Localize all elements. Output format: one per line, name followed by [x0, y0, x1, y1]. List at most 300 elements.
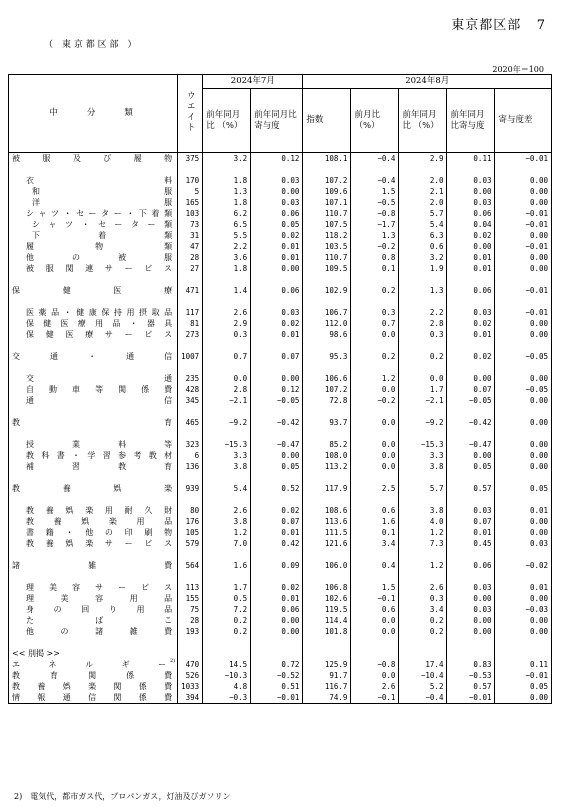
- cell-b: 0.01: [251, 527, 303, 538]
- cell-c: 107.1: [303, 197, 351, 208]
- cell-d: [351, 549, 399, 560]
- cell-w: 117: [178, 307, 203, 318]
- spacer-row: [9, 406, 552, 417]
- row-label: [9, 626, 178, 637]
- cell-c: [303, 406, 351, 417]
- cell-d: −0.2: [351, 395, 399, 406]
- cell-g: −0.03: [495, 604, 552, 615]
- cell-c: [303, 362, 351, 373]
- cell-f: 0.02: [447, 318, 495, 329]
- cell-w: 27: [178, 263, 203, 274]
- cell-a: [203, 494, 251, 505]
- cell-f: 0.03: [447, 197, 495, 208]
- cell-g: 0.00: [495, 692, 552, 704]
- cell-a: 0.0: [203, 373, 251, 384]
- cell-g: −0.01: [495, 307, 552, 318]
- cell-c: 108.0: [303, 450, 351, 461]
- row-label-text: 被服及び履物: [12, 153, 173, 163]
- cell-f: 0.00: [447, 593, 495, 604]
- cell-b: 0.02: [251, 230, 303, 241]
- cell-f: [447, 637, 495, 648]
- cell-b: 0.06: [251, 208, 303, 219]
- cell-a: 1.8: [203, 263, 251, 274]
- cell-a: 2.8: [203, 384, 251, 395]
- cell-b: [251, 274, 303, 285]
- table-row: [9, 615, 552, 626]
- table-row: [9, 681, 552, 692]
- cell-d: 3.4: [351, 538, 399, 549]
- table-row: [9, 329, 552, 340]
- row-label-text: 衣料: [26, 175, 173, 185]
- cell-b: 0.12: [251, 384, 303, 395]
- cell-b: −0.47: [251, 439, 303, 450]
- price-index-table: [8, 74, 552, 704]
- cell-d: 2.5: [351, 483, 399, 494]
- row-label-text: 保健医療用品・器具: [26, 318, 173, 328]
- row-label: [9, 439, 178, 450]
- cell-c: 102.9: [303, 285, 351, 296]
- cell-d: −0.1: [351, 692, 399, 704]
- cell-f: 0.06: [447, 208, 495, 219]
- cell-g: −0.01: [495, 241, 552, 252]
- cell-g: [495, 274, 552, 285]
- cell-w: 939: [178, 483, 203, 494]
- cell-e: 1.3: [399, 285, 447, 296]
- cell-w: [178, 472, 203, 483]
- cell-d: 0.0: [351, 461, 399, 472]
- cell-c: 106.8: [303, 582, 351, 593]
- cell-g: 0.01: [495, 505, 552, 516]
- col-mom-pct: 前月比 （%）: [351, 89, 399, 153]
- cell-d: −0.4: [351, 153, 399, 165]
- row-label: [9, 373, 178, 384]
- cell-a: 2.6: [203, 307, 251, 318]
- cell-a: 14.5: [203, 659, 251, 670]
- row-label-text: シャツ・セーター・下着類: [26, 208, 173, 218]
- page-number: 7: [536, 18, 546, 33]
- cell-a: −9.2: [203, 417, 251, 428]
- cell-f: 0.83: [447, 659, 495, 670]
- cell-d: [351, 274, 399, 285]
- table-row: [9, 692, 552, 704]
- cell-b: 0.01: [251, 241, 303, 252]
- cell-a: 3.8: [203, 461, 251, 472]
- row-label-text: 教養娯楽用耐久財: [26, 505, 173, 515]
- row-label-text: 下着類: [32, 230, 173, 240]
- cell-f: 0.01: [447, 263, 495, 274]
- cell-b: 0.72: [251, 659, 303, 670]
- cell-a: 1.8: [203, 175, 251, 186]
- cell-g: [495, 571, 552, 582]
- cell-f: 0.03: [447, 175, 495, 186]
- row-label-text: 医薬品・健康保持用摂取品: [26, 307, 173, 317]
- cell-w: 31: [178, 230, 203, 241]
- cell-c: 112.0: [303, 318, 351, 329]
- cell-d: 0.2: [351, 285, 399, 296]
- cell-e: 1.2: [399, 560, 447, 571]
- cell-a: 4.8: [203, 681, 251, 692]
- cell-w: 470: [178, 659, 203, 670]
- cell-a: 1.2: [203, 527, 251, 538]
- cell-e: 0.2: [399, 626, 447, 637]
- base-year: 2020年＝100: [492, 65, 544, 74]
- cell-g: 0.00: [495, 197, 552, 208]
- cell-e: [399, 406, 447, 417]
- cell-w: [178, 571, 203, 582]
- row-label: [9, 417, 178, 428]
- cell-e: 3.8: [399, 461, 447, 472]
- cell-d: 0.0: [351, 439, 399, 450]
- cell-f: [447, 274, 495, 285]
- row-label: [9, 450, 178, 461]
- cell-w: [178, 406, 203, 417]
- cell-w: 564: [178, 560, 203, 571]
- row-label: [9, 351, 178, 362]
- cell-w: 105: [178, 527, 203, 538]
- row-label: [9, 604, 178, 615]
- cell-w: 6: [178, 450, 203, 461]
- cell-d: −0.1: [351, 593, 399, 604]
- cell-w: 113: [178, 582, 203, 593]
- cell-a: 3.8: [203, 516, 251, 527]
- cell-g: [495, 428, 552, 439]
- cell-c: 109.6: [303, 186, 351, 197]
- cell-b: 0.05: [251, 461, 303, 472]
- cell-e: 2.1: [399, 186, 447, 197]
- cell-f: −0.01: [447, 692, 495, 704]
- cell-d: 0.0: [351, 384, 399, 395]
- cell-g: −0.05: [495, 351, 552, 362]
- cell-c: [303, 428, 351, 439]
- region-label: （ 東 京 都 区 部 ）: [44, 40, 137, 50]
- cell-f: 0.03: [447, 307, 495, 318]
- spacer-row: [9, 340, 552, 351]
- cell-f: 0.03: [447, 604, 495, 615]
- cell-w: 80: [178, 505, 203, 516]
- spacer-row: [9, 362, 552, 373]
- cell-w: 81: [178, 318, 203, 329]
- table-row: [9, 241, 552, 252]
- row-label: [9, 527, 178, 538]
- cell-f: 0.00: [447, 615, 495, 626]
- row-label: [9, 615, 178, 626]
- cell-a: 6.5: [203, 219, 251, 230]
- cell-g: 0.00: [495, 230, 552, 241]
- row-label: [9, 384, 178, 395]
- cell-f: 0.00: [447, 626, 495, 637]
- cell-f: 0.00: [447, 241, 495, 252]
- cell-w: [178, 340, 203, 351]
- cell-w: 235: [178, 373, 203, 384]
- cell-b: [251, 296, 303, 307]
- table-row: [9, 186, 552, 197]
- table-row: [9, 395, 552, 406]
- cell-e: 3.4: [399, 604, 447, 615]
- cell-g: [495, 549, 552, 560]
- cell-f: 0.07: [447, 516, 495, 527]
- table-row: [9, 560, 552, 571]
- cell-f: 0.11: [447, 153, 495, 165]
- cell-e: [399, 340, 447, 351]
- row-label: [9, 483, 178, 494]
- cell-f: 0.02: [447, 230, 495, 241]
- cell-g: [495, 406, 552, 417]
- cell-d: 0.2: [351, 351, 399, 362]
- table-row: [9, 648, 552, 659]
- row-label-text: 授業料等: [26, 439, 173, 449]
- row-label-text: 教育関係費: [12, 670, 173, 680]
- cell-g: [495, 648, 552, 659]
- cell-g: 0.00: [495, 329, 552, 340]
- cell-c: [303, 274, 351, 285]
- row-label-text: 自動車等関係費: [26, 384, 173, 394]
- table-row: [9, 626, 552, 637]
- cell-a: 2.6: [203, 505, 251, 516]
- cell-g: 0.00: [495, 593, 552, 604]
- row-label-text: 情報通信関係費: [12, 692, 173, 702]
- cell-c: 107.5: [303, 219, 351, 230]
- cell-f: 0.06: [447, 560, 495, 571]
- cell-c: [303, 549, 351, 560]
- cell-e: 5.2: [399, 681, 447, 692]
- cell-a: [203, 296, 251, 307]
- cell-b: 0.52: [251, 483, 303, 494]
- cell-b: [251, 571, 303, 582]
- cell-g: 0.00: [495, 175, 552, 186]
- cell-w: [178, 428, 203, 439]
- row-label-text: 教科書・学習参考教材: [26, 450, 173, 460]
- cell-d: −0.2: [351, 241, 399, 252]
- spacer-row: [9, 637, 552, 648]
- cell-e: −2.1: [399, 395, 447, 406]
- cell-f: −0.05: [447, 395, 495, 406]
- spacer-row: [9, 274, 552, 285]
- cell-f: [447, 340, 495, 351]
- cell-c: 103.5: [303, 241, 351, 252]
- spacer-row: [9, 494, 552, 505]
- cell-d: 0.1: [351, 263, 399, 274]
- cell-c: 113.2: [303, 461, 351, 472]
- row-label-text: 理美容用品: [26, 593, 173, 603]
- cell-f: [447, 549, 495, 560]
- cell-e: 3.3: [399, 450, 447, 461]
- table-row: [9, 604, 552, 615]
- cell-e: 1.2: [399, 527, 447, 538]
- table-row: [9, 417, 552, 428]
- cell-g: [495, 340, 552, 351]
- footnote-ref: 2): [170, 658, 176, 664]
- table-row: [9, 582, 552, 593]
- cell-w: [178, 494, 203, 505]
- cell-e: [399, 494, 447, 505]
- row-label-text: 被服関連サービス: [26, 263, 173, 273]
- cell-d: 0.4: [351, 560, 399, 571]
- cell-d: [351, 648, 399, 659]
- cell-e: 0.2: [399, 615, 447, 626]
- cell-g: 0.00: [495, 439, 552, 450]
- cell-f: −0.47: [447, 439, 495, 450]
- cell-e: [399, 472, 447, 483]
- cell-d: [351, 340, 399, 351]
- cell-e: 0.3: [399, 593, 447, 604]
- cell-f: 0.02: [447, 351, 495, 362]
- spacer-row: [9, 428, 552, 439]
- spacer-row: [9, 571, 552, 582]
- cell-e: 5.4: [399, 219, 447, 230]
- row-label: [9, 307, 178, 318]
- cell-a: [203, 428, 251, 439]
- cell-b: 0.02: [251, 582, 303, 593]
- row-label-text: 教養娯楽用品: [26, 516, 173, 526]
- row-label-text: 諸雑費: [12, 560, 173, 570]
- cell-a: −2.1: [203, 395, 251, 406]
- row-label-text: 和服: [32, 186, 173, 196]
- cell-a: 5.4: [203, 483, 251, 494]
- cell-b: [251, 648, 303, 659]
- col-yoy-pct-aug: 前年同月比 （%）: [399, 89, 447, 153]
- cell-b: [251, 340, 303, 351]
- cell-w: 465: [178, 417, 203, 428]
- cell-c: 108.1: [303, 153, 351, 165]
- cell-f: 0.57: [447, 483, 495, 494]
- spacer-row: [9, 296, 552, 307]
- cell-c: [303, 637, 351, 648]
- table-row: [9, 384, 552, 395]
- cell-b: [251, 549, 303, 560]
- cell-w: 28: [178, 252, 203, 263]
- cell-g: 0.00: [495, 527, 552, 538]
- cell-e: [399, 648, 447, 659]
- cell-e: 2.8: [399, 318, 447, 329]
- row-label: [9, 252, 178, 263]
- cell-a: [203, 648, 251, 659]
- table-row: [9, 538, 552, 549]
- cell-b: −0.52: [251, 670, 303, 681]
- cell-w: 471: [178, 285, 203, 296]
- cell-f: 0.01: [447, 527, 495, 538]
- cell-e: 4.0: [399, 516, 447, 527]
- row-label-text: 他の諸雑費: [26, 626, 173, 636]
- cell-w: 73: [178, 219, 203, 230]
- cell-d: 1.5: [351, 186, 399, 197]
- cell-a: 3.2: [203, 153, 251, 165]
- cell-d: 0.0: [351, 329, 399, 340]
- cell-f: 0.01: [447, 329, 495, 340]
- cell-b: 0.03: [251, 307, 303, 318]
- col-contrib-diff: 寄与度差: [495, 89, 552, 153]
- cell-b: 0.01: [251, 252, 303, 263]
- cell-f: 0.00: [447, 186, 495, 197]
- cell-g: 0.00: [495, 186, 552, 197]
- cell-a: 1.3: [203, 186, 251, 197]
- cell-d: [351, 296, 399, 307]
- cell-c: 98.6: [303, 329, 351, 340]
- cell-g: [495, 164, 552, 175]
- row-label: [9, 197, 178, 208]
- cell-c: 118.2: [303, 230, 351, 241]
- cell-e: [399, 274, 447, 285]
- cell-e: [399, 637, 447, 648]
- cell-d: 1.5: [351, 582, 399, 593]
- cell-f: −0.42: [447, 417, 495, 428]
- cell-a: 0.3: [203, 329, 251, 340]
- cell-e: 0.3: [399, 329, 447, 340]
- cell-w: 273: [178, 329, 203, 340]
- cell-b: 0.00: [251, 186, 303, 197]
- cell-e: 2.0: [399, 197, 447, 208]
- cell-b: 0.00: [251, 373, 303, 384]
- cell-c: [303, 296, 351, 307]
- col-yoy-contrib-jul: 前年同月比寄与度: [251, 89, 303, 153]
- group-jul: 2024年7月: [203, 75, 303, 89]
- cell-w: 176: [178, 516, 203, 527]
- col-yoy-contrib-aug: 前年同月比寄与度: [447, 89, 495, 153]
- cell-c: 102.6: [303, 593, 351, 604]
- col-yoy-pct-jul: 前年同月比 （%）: [203, 89, 251, 153]
- cell-g: −0.01: [495, 670, 552, 681]
- cell-e: 6.3: [399, 230, 447, 241]
- row-label: [9, 659, 178, 670]
- row-label: [9, 560, 178, 571]
- cell-a: [203, 549, 251, 560]
- row-label: [9, 670, 178, 681]
- cell-e: 0.0: [399, 373, 447, 384]
- spacer-row: [9, 472, 552, 483]
- cell-d: 1.6: [351, 516, 399, 527]
- cell-g: 0.00: [495, 516, 552, 527]
- cell-c: 114.4: [303, 615, 351, 626]
- cell-d: −0.4: [351, 175, 399, 186]
- row-label: [9, 263, 178, 274]
- row-label-text: 補習教育: [26, 461, 173, 471]
- cell-b: 0.09: [251, 560, 303, 571]
- cell-b: 0.06: [251, 285, 303, 296]
- cell-c: [303, 340, 351, 351]
- cell-b: [251, 428, 303, 439]
- row-label-text: 教育: [12, 417, 173, 427]
- cell-c: 106.0: [303, 560, 351, 571]
- row-label: [9, 648, 178, 659]
- cell-c: 106.6: [303, 373, 351, 384]
- row-label-text: エネルギー: [12, 659, 167, 669]
- table-row: [9, 307, 552, 318]
- cell-e: 3.2: [399, 252, 447, 263]
- cell-e: 1.9: [399, 263, 447, 274]
- cell-b: 0.02: [251, 505, 303, 516]
- row-label-text: 洋服: [32, 197, 173, 207]
- cell-g: 0.00: [495, 395, 552, 406]
- cell-g: −0.02: [495, 560, 552, 571]
- cell-w: 170: [178, 175, 203, 186]
- cell-d: 0.0: [351, 670, 399, 681]
- row-label-text: 保健医療: [12, 285, 173, 295]
- row-label-text: 履物類: [26, 241, 173, 251]
- row-label: [9, 692, 178, 704]
- row-label: [9, 318, 178, 329]
- cell-g: −0.01: [495, 153, 552, 165]
- cell-b: 0.01: [251, 329, 303, 340]
- cell-w: 1033: [178, 681, 203, 692]
- cell-e: −15.3: [399, 439, 447, 450]
- cell-d: [351, 362, 399, 373]
- cell-d: −0.8: [351, 208, 399, 219]
- cell-w: 136: [178, 461, 203, 472]
- row-label: [9, 395, 178, 406]
- table-header: [9, 75, 552, 153]
- cell-c: 74.9: [303, 692, 351, 704]
- table-row: [9, 285, 552, 296]
- cell-c: [303, 164, 351, 175]
